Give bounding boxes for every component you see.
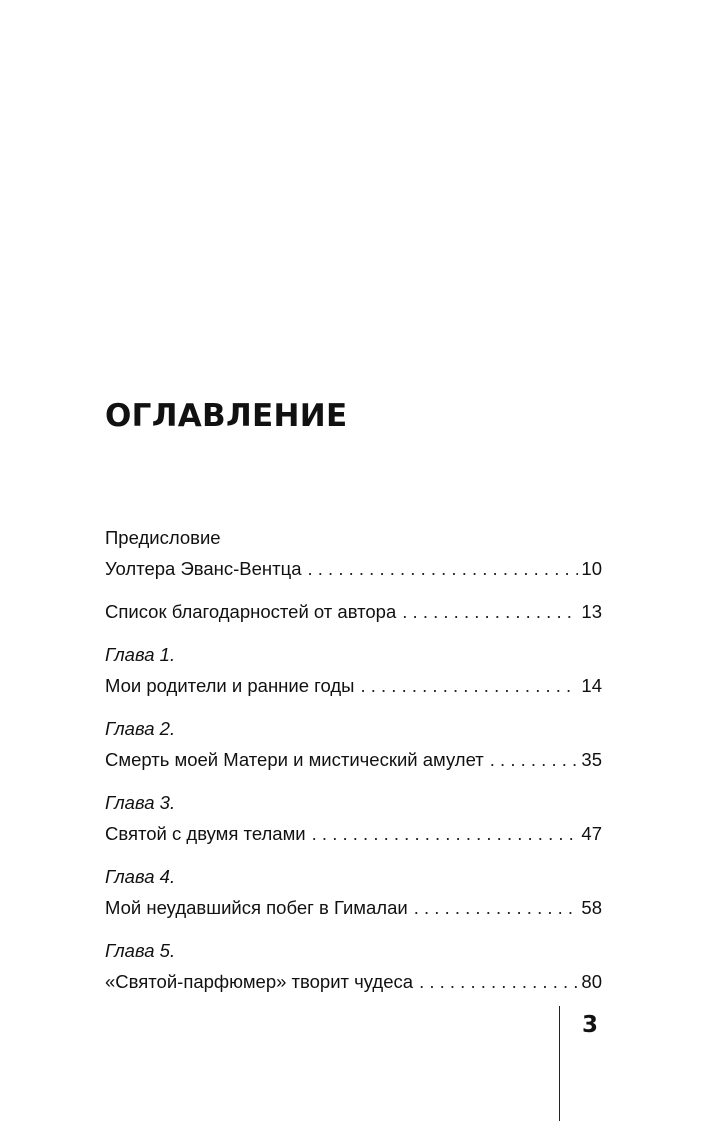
dot-leader: [419, 966, 578, 997]
dot-leader: [402, 596, 578, 627]
toc-entry-row: [105, 892, 602, 923]
toc-entry-chapter-2: [105, 713, 602, 775]
toc-page-number: 80: [581, 971, 602, 992]
chapter-label: Глава 3.: [105, 792, 176, 813]
toc-entry-title: Смерть моей Матери и мистический амулет: [105, 749, 484, 770]
toc-entry-title: Мой неудавшийся побег в Гималаи: [105, 897, 408, 918]
chapter-label: Глава 4.: [105, 866, 176, 887]
toc-page-number: 14: [581, 675, 602, 696]
dot-leader: [414, 892, 579, 923]
chapter-label: Глава 2.: [105, 718, 176, 739]
folio-divider: [559, 1006, 560, 1121]
dot-leader: [312, 818, 579, 849]
toc-entry-row: [105, 670, 602, 701]
toc-entry-title: Мои родители и ранние годы: [105, 675, 355, 696]
toc-entry-row: [105, 553, 602, 584]
toc-entry-title: Святой с двумя телами: [105, 823, 306, 844]
toc-heading: ОГЛАВЛЕНИЕ: [105, 398, 348, 434]
toc-entry-row: [105, 966, 602, 997]
toc-entry-title: Список благодарностей от автора: [105, 601, 397, 622]
toc-page-number: 35: [581, 749, 602, 770]
chapter-label: Глава 1.: [105, 644, 176, 665]
dot-leader: [360, 670, 578, 701]
toc-page-number: 58: [581, 897, 602, 918]
toc-list: [105, 522, 602, 1009]
toc-page-number: 13: [581, 601, 602, 622]
chapter-label: Глава 5.: [105, 940, 176, 961]
toc-entry-title: «Святой-парфюмер» творит чудеса: [105, 971, 414, 992]
toc-entry-acknowledgements: [105, 596, 602, 627]
dot-leader: [490, 744, 579, 775]
toc-entry-row: [105, 596, 602, 627]
toc-entry-chapter-1: [105, 639, 602, 701]
toc-entry-row: [105, 744, 602, 775]
toc-entry-foreword: [105, 522, 602, 584]
toc-entry-title: Уолтера Эванс-Вентца: [105, 558, 302, 579]
toc-entry-chapter-3: [105, 787, 602, 849]
dot-leader: [308, 553, 579, 584]
page-number: 3: [582, 1012, 599, 1038]
toc-page-number: 47: [581, 823, 602, 844]
toc-page-number: 10: [581, 558, 602, 579]
toc-entry-row: [105, 818, 602, 849]
toc-entry-chapter-4: [105, 861, 602, 923]
toc-entry-line: Предисловие: [105, 527, 221, 548]
toc-entry-chapter-5: [105, 935, 602, 997]
